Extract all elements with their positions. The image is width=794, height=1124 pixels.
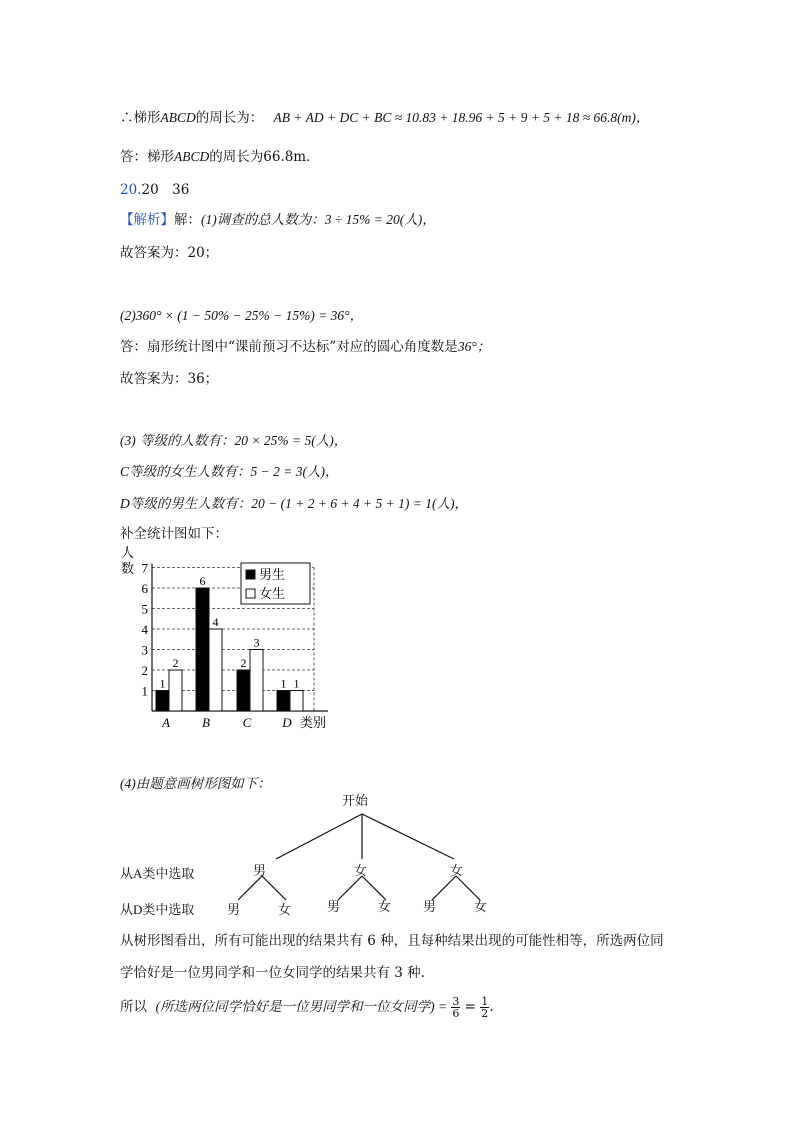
- line-answer-2: 答：扇形统计图中“课前预习不达标”对应的圆心角度数是36°；: [120, 339, 491, 355]
- data-label: 6: [199, 574, 206, 588]
- line-answer-1: 故答案为：20；: [120, 245, 219, 261]
- line-probability: 所以 (所选两位同学恰好是一位男同学和一位女同学) = $\frac{3}{6}$ = $\frac{1}{2}$ .: [120, 995, 494, 1020]
- y-tick-label: 1: [141, 683, 148, 699]
- line-conclusion-1: 从树形图看出，所有可能出现的结果共有 6 种，且每种结果出现的可能性相等，所选两位同: [120, 933, 664, 949]
- x-tick-label: B: [202, 715, 210, 730]
- bar-female: [169, 670, 182, 711]
- fraction-3-6: $\frac{3}{6}$: [452, 995, 460, 1020]
- tree-l1-node: 女: [450, 863, 464, 878]
- bar-chart: [114, 542, 344, 732]
- question-number: 20.: [120, 182, 142, 198]
- line-part-3d: 补全统计图如下：: [120, 526, 228, 542]
- legend-label-male: 男生: [259, 568, 286, 583]
- line-answer-2b: 故答案为：36；: [120, 371, 219, 387]
- tree-root: 开始: [342, 793, 369, 808]
- bar-male: [196, 588, 209, 711]
- line-part-4: (4)由题意画树形图如下：: [120, 776, 271, 791]
- tree-l2-node: 女: [278, 902, 292, 917]
- tree-l1-node: 男: [253, 863, 267, 878]
- x-tick-label: A: [162, 715, 170, 730]
- line-conclusion-2: 学恰好是一位男同学和一位女同学的结果共有 3 种.: [120, 965, 425, 981]
- bar-male: [237, 670, 250, 711]
- bar-female: [209, 629, 222, 711]
- line-perimeter-formula: ∴梯形ABCD的周长为： AB + AD + DC + BC ≈ 10.83 + 18.96 + 5 + 9 + 5 + 18 ≈ 66.8(m)，: [120, 110, 650, 126]
- data-label: 1: [293, 676, 300, 691]
- question-20-header: 20.20 36: [120, 182, 190, 198]
- line-part-2: (2)360° × (1 − 50% − 25% − 15%) = 36°，: [120, 308, 364, 323]
- data-label: 1: [280, 676, 287, 691]
- tree-l1-node: 女: [354, 863, 368, 878]
- tree-l2-node: 男: [423, 899, 437, 914]
- data-label: 1: [159, 676, 166, 691]
- y-axis-label: 数: [121, 562, 135, 577]
- line-perimeter-answer: 答：梯形ABCD的周长为66.8m．: [120, 149, 320, 165]
- line-part-3c: D等级的男生人数有：20 − (1 + 2 + 6 + 4 + 5 + 1) = 1(人)，: [120, 496, 469, 511]
- bar-male: [277, 691, 290, 712]
- tree-row2-label: 从D类中选取: [120, 902, 195, 917]
- line-part-3a: (3) 等级的人数有：20 × 25% = 5(人)，: [120, 433, 348, 448]
- bar-female: [290, 691, 303, 712]
- y-axis-label: 人: [121, 546, 135, 561]
- legend-swatch-male: [246, 570, 255, 579]
- y-tick-label: 2: [141, 663, 148, 678]
- x-tick-label: C: [242, 715, 252, 730]
- line-analysis-1: 【解析】解：(1)调查的总人数为：3 ÷ 15% = 20(人)，: [120, 212, 436, 228]
- data-label: 3: [253, 635, 260, 650]
- y-tick-label: 5: [141, 601, 148, 617]
- line-part-3b: C等级的女生人数有：5 − 2 = 3(人)，: [120, 464, 339, 479]
- legend-label-female: 女生: [259, 587, 286, 602]
- bar-male: [156, 691, 169, 712]
- y-tick-label: 7: [141, 560, 148, 576]
- tree-l2-node: 男: [327, 899, 341, 914]
- y-tick-label: 4: [141, 622, 148, 637]
- data-label: 4: [212, 615, 219, 629]
- y-tick-label: 6: [141, 581, 148, 596]
- tree-diagram: [110, 790, 510, 920]
- x-axis-label: 类别: [300, 716, 327, 731]
- x-tick-label: D: [282, 715, 292, 730]
- legend-swatch-female: [246, 589, 255, 598]
- tree-l2-node: 男: [227, 902, 241, 917]
- y-tick-label: 3: [141, 642, 148, 658]
- data-label: 2: [240, 656, 247, 670]
- fraction-1-2: $\frac{1}{2}$: [481, 995, 489, 1020]
- data-label: 2: [172, 656, 179, 670]
- tree-l2-node: 女: [378, 899, 392, 914]
- bar-female: [250, 650, 263, 712]
- analysis-tag: 【解析】: [120, 212, 174, 228]
- tree-l2-node: 女: [474, 899, 488, 914]
- tree-row1-label: 从A类中选取: [120, 866, 195, 881]
